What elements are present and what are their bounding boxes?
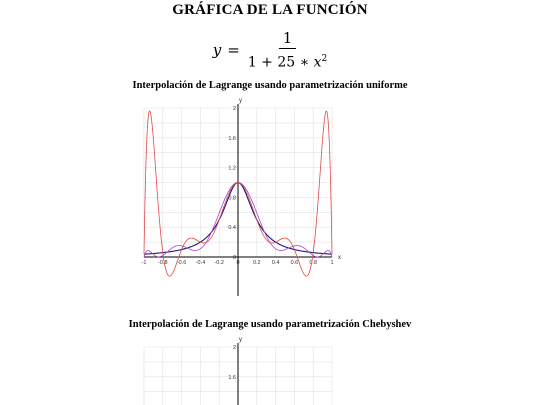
y-tick-label: 0 xyxy=(232,255,236,261)
x-tick-label: 0.8 xyxy=(309,260,318,266)
y-tick-label: 2 xyxy=(232,345,236,351)
y-tick-label: 0.8 xyxy=(228,195,236,202)
x-tick-label: -0.6 xyxy=(176,260,187,266)
x-tick-label: -0.2 xyxy=(214,260,224,266)
y-axis-label: y xyxy=(239,98,242,104)
x-tick-label: -0.8 xyxy=(158,260,168,266)
x-tick-label: 0.2 xyxy=(252,260,261,266)
section-title-chebyshev: Interpolación de Lagrange usando parametrización Chebyshev xyxy=(128,319,412,330)
y-tick-label: 1.2 xyxy=(228,165,236,172)
formula-denominator-prefix: 1 + 25 ∗ xyxy=(247,54,314,71)
section-title-uniform: Interpolación de Lagrange usando parametrización uniforme xyxy=(132,80,408,91)
page-title: GRÁFICA DE LA FUNCIÓN xyxy=(172,2,368,18)
x-tick-label: -0.4 xyxy=(195,260,206,266)
formula-lhs: y xyxy=(212,41,222,60)
x-tick-label: 1 xyxy=(330,260,334,266)
formula-denominator-exp: 2 xyxy=(321,54,328,64)
formula-fraction xyxy=(248,30,327,71)
y-tick-label: 1.6 xyxy=(228,135,236,142)
y-tick-label: 0.4 xyxy=(228,225,236,232)
y-axis-label: y xyxy=(239,337,242,343)
x-tick-label: -1 xyxy=(141,260,147,266)
formula-denominator-var: x xyxy=(313,54,322,71)
x-tick-label: 0.6 xyxy=(290,260,299,266)
x-axis-label: x xyxy=(338,255,341,261)
y-tick-label: 1.6 xyxy=(228,374,236,381)
x-tick-label: 0 xyxy=(236,260,240,266)
chart-chebyshev xyxy=(130,335,350,405)
x-tick-label: 0.4 xyxy=(271,260,280,266)
formula-numerator: 1 xyxy=(279,30,297,49)
y-tick-label: 2 xyxy=(232,106,236,112)
chart-uniform xyxy=(130,96,350,306)
formula-denominator xyxy=(248,49,327,71)
formula-equals: = xyxy=(227,41,240,60)
function-formula xyxy=(0,30,540,70)
